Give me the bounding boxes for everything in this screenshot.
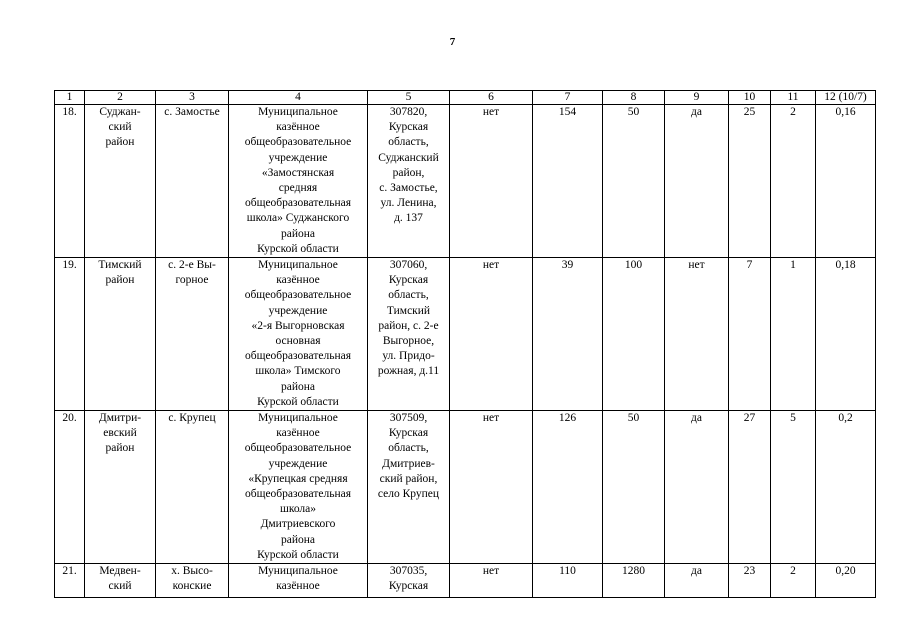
value-cell-c6: нет — [450, 411, 533, 564]
institution-cell-line: Муниципальное — [258, 412, 338, 425]
address-cell — [368, 411, 450, 564]
institution-cell-line: Дмитриевского — [260, 518, 336, 531]
column-header: 1 — [55, 91, 85, 105]
value-cell-c9: нет — [665, 258, 729, 411]
table-row — [55, 411, 876, 564]
district-cell — [85, 258, 156, 411]
value-cell-c6: нет — [450, 564, 533, 598]
address-cell-line: 307035, — [389, 565, 428, 578]
address-cell-line: Суджанский — [378, 151, 439, 164]
institution-cell-line: общеобразовательная — [245, 350, 351, 363]
row-number: 21. — [55, 564, 85, 598]
settlement-cell — [156, 258, 229, 411]
column-header: 3 — [156, 91, 229, 105]
value-cell-c10: 7 — [729, 258, 771, 411]
address-cell-line: район, — [392, 166, 425, 179]
institution-cell-line: школа» Тимского — [255, 365, 341, 378]
value-cell-c8: 1280 — [603, 564, 665, 598]
address-cell-line: село Крупец — [377, 488, 440, 501]
institution-cell — [229, 105, 368, 258]
value-cell-c8: 100 — [603, 258, 665, 411]
settlement-cell — [156, 411, 229, 564]
address-cell-line: Курская — [388, 121, 429, 134]
value-cell-c6: нет — [450, 258, 533, 411]
settlement-cell-line: с. Крупец — [168, 412, 216, 425]
address-cell-line: область, — [388, 442, 429, 455]
institution-cell-line: Курской области — [257, 395, 339, 408]
district-cell-line: Суджан- — [99, 106, 141, 118]
column-header: 4 — [229, 91, 368, 105]
institution-cell-line: казённое — [276, 427, 320, 440]
column-header: 10 — [729, 91, 771, 105]
institution-cell-line: казённое — [276, 274, 320, 287]
address-cell-line: Курская — [388, 580, 429, 593]
institution-cell-line: «Замостянская — [261, 166, 335, 179]
institution-cell-line: Муниципальное — [258, 259, 338, 272]
institution-cell-line: Курской области — [257, 548, 339, 561]
address-cell-line: область, — [388, 136, 429, 149]
address-cell-line: Курская — [388, 427, 429, 440]
address-cell — [368, 105, 450, 258]
value-cell-c9: да — [665, 564, 729, 598]
district-cell-line: ский — [108, 580, 132, 593]
institution-cell-line: учреждение — [268, 457, 328, 470]
address-cell-line: 307820, — [389, 106, 428, 118]
address-cell — [368, 564, 450, 598]
district-cell-line: район — [105, 136, 135, 149]
district-cell-line: Медвен- — [99, 565, 141, 578]
institution-cell-line: общеобразовательное — [244, 442, 352, 455]
value-cell-c11: 2 — [771, 105, 816, 258]
value-cell-c10: 23 — [729, 564, 771, 598]
page-number: 7 — [449, 36, 456, 48]
institution-cell — [229, 258, 368, 411]
address-cell-line: рожная, д.11 — [377, 365, 440, 378]
institution-cell — [229, 564, 368, 598]
institution-cell — [229, 411, 368, 564]
district-cell — [85, 564, 156, 598]
address-cell-line: 307060, — [389, 259, 428, 272]
institution-cell-line: общеобразовательное — [244, 136, 352, 149]
data-table — [54, 90, 876, 598]
institution-cell-line: казённое — [276, 121, 320, 134]
settlement-cell — [156, 105, 229, 258]
row-number: 18. — [55, 105, 85, 258]
column-header: 5 — [368, 91, 450, 105]
address-cell-line: 307509, — [389, 412, 428, 425]
address-cell-line: область, — [388, 289, 429, 302]
row-number: 20. — [55, 411, 85, 564]
district-cell-line: район — [105, 274, 135, 287]
value-cell-c11: 1 — [771, 258, 816, 411]
address-cell-line: Курская — [388, 274, 429, 287]
value-cell-c12: 0,2 — [816, 411, 876, 564]
settlement-cell-line: конские — [172, 580, 212, 593]
value-cell-c12: 0,18 — [816, 258, 876, 411]
column-header: 9 — [665, 91, 729, 105]
institution-cell-line: школа» — [279, 503, 317, 516]
institution-cell-line: общеобразовательное — [244, 289, 352, 302]
institution-cell-line: Муниципальное — [258, 565, 338, 578]
value-cell-c7: 39 — [533, 258, 603, 411]
institution-cell-line: учреждение — [268, 151, 328, 164]
district-cell-line: Дмитри- — [98, 412, 142, 425]
value-cell-c8: 50 — [603, 411, 665, 564]
address-cell-line: Выгорное, — [382, 335, 435, 348]
address-cell — [368, 258, 450, 411]
address-cell-line: ский район, — [379, 472, 438, 485]
settlement-cell-line: горное — [175, 274, 209, 287]
institution-cell-line: учреждение — [268, 304, 328, 317]
value-cell-c7: 110 — [533, 564, 603, 598]
district-cell — [85, 411, 156, 564]
institution-cell-line: основная — [275, 335, 321, 348]
institution-cell-line: района — [280, 533, 316, 546]
institution-cell-line: Муниципальное — [258, 106, 338, 118]
institution-cell-line: общеобразовательная — [245, 197, 351, 210]
table-row — [55, 105, 876, 258]
address-cell-line: Дмитриев- — [382, 457, 435, 470]
header-row — [55, 91, 876, 105]
district-cell-line: евский — [103, 427, 137, 440]
address-cell-line: ул. Ленина, — [380, 197, 437, 210]
settlement-cell-line: с. 2-е Вы- — [168, 259, 216, 272]
column-header: 6 — [450, 91, 533, 105]
institution-cell-line: средняя — [278, 182, 318, 195]
table-row — [55, 258, 876, 411]
institution-cell-line: района — [280, 380, 316, 393]
settlement-cell — [156, 564, 229, 598]
value-cell-c12: 0,16 — [816, 105, 876, 258]
value-cell-c7: 126 — [533, 411, 603, 564]
institution-cell-line: казённое — [276, 580, 320, 593]
district-cell — [85, 105, 156, 258]
address-cell-line: д. 137 — [394, 212, 423, 225]
value-cell-c9: да — [665, 411, 729, 564]
value-cell-c10: 25 — [729, 105, 771, 258]
address-cell-line: Тимский — [386, 304, 431, 317]
district-cell-line: район — [105, 442, 135, 455]
institution-cell-line: школа» Суджанского — [246, 212, 350, 225]
column-header: 12 (10/7) — [816, 91, 876, 105]
value-cell-c12: 0,20 — [816, 564, 876, 598]
institution-cell-line: района — [280, 227, 316, 240]
district-cell-line: Тимский — [98, 259, 142, 272]
column-header: 8 — [603, 91, 665, 105]
institution-cell-line: общеобразовательная — [245, 488, 351, 501]
district-cell-line: ский — [108, 121, 132, 134]
institution-cell-line: Курской области — [257, 242, 339, 255]
value-cell-c8: 50 — [603, 105, 665, 258]
column-header: 11 — [771, 91, 816, 105]
settlement-cell-line: х. Высо- — [171, 565, 213, 578]
institution-cell-line: «Крупецкая средняя — [248, 472, 348, 485]
value-cell-c11: 2 — [771, 564, 816, 598]
address-cell-line: ул. Придо- — [382, 350, 435, 363]
value-cell-c6: нет — [450, 105, 533, 258]
column-header: 2 — [85, 91, 156, 105]
value-cell-c11: 5 — [771, 411, 816, 564]
column-header: 7 — [533, 91, 603, 105]
address-cell-line: район, с. 2-е — [378, 319, 439, 332]
address-cell-line: с. Замостье, — [379, 182, 438, 195]
value-cell-c7: 154 — [533, 105, 603, 258]
value-cell-c10: 27 — [729, 411, 771, 564]
institution-cell-line: «2-я Выгорновская — [251, 319, 345, 332]
value-cell-c9: да — [665, 105, 729, 258]
table-row — [55, 564, 876, 598]
settlement-cell-line: с. Замостье — [164, 106, 220, 118]
row-number: 19. — [55, 258, 85, 411]
